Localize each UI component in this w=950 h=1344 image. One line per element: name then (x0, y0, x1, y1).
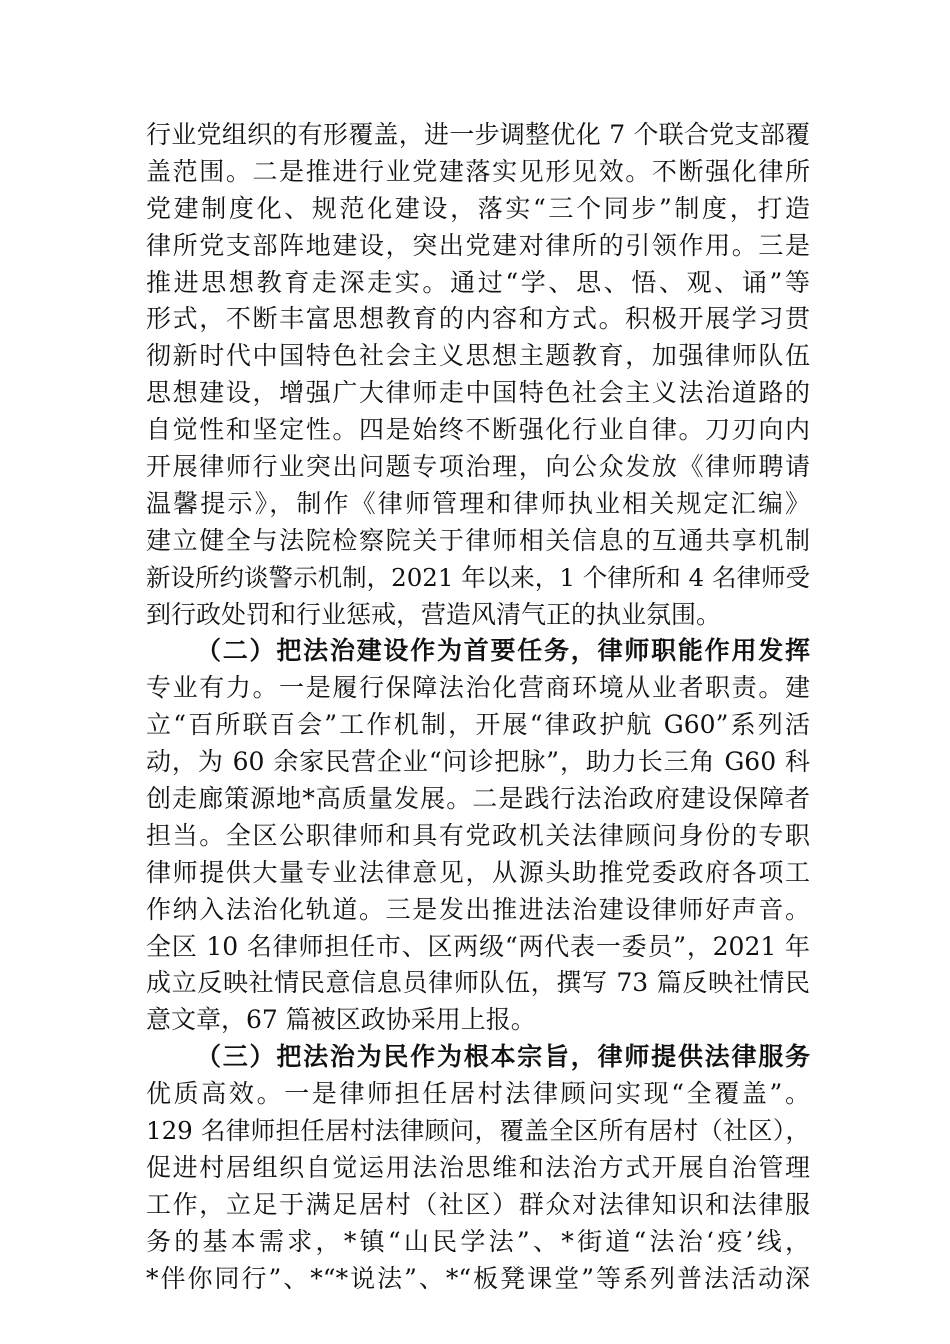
text-line: 温馨提示》，制作《律师管理和律师执业相关规定汇编》 (146, 488, 810, 518)
text-line: 彻新时代中国特色社会主义思想主题教育，加强律师队伍 (146, 341, 810, 371)
text-line: 开展律师行业突出问题专项治理，向公众发放《律师聘请 (146, 452, 810, 482)
text-line: 工作，立足于满足居村（社区）群众对法律知识和法律服 (146, 1189, 810, 1219)
text-line: 意文章，67 篇被区政协采用上报。 (146, 1005, 536, 1035)
text-line: 推进思想教育走深走实。通过“学、思、悟、观、诵”等 (146, 267, 810, 297)
text-line: 形式，不断丰富思想教育的内容和方式。积极开展学习贯 (146, 304, 810, 334)
paragraph (146, 1039, 810, 1297)
text-line: 务的基本需求，*镇“山民学法”、*街道“法治‘疫’线， (146, 1226, 810, 1256)
text-line: 盖范围。二是推进行业党建落实见形见效。不断强化律所 (146, 156, 810, 186)
text-line: 行业党组织的有形覆盖，进一步调整优化 7 个联合党支部覆 (146, 120, 810, 149)
text-line: 作纳入法治化轨道。三是发出推进法治建设律师好声音。 (146, 894, 810, 924)
text-line: 优质高效。一是律师担任居村法律顾问实现“全覆盖”。 (146, 1079, 810, 1109)
text-line: 担当。全区公职律师和具有党政机关法律顾问身份的专职 (146, 820, 810, 850)
body-text (146, 117, 810, 1298)
text-line: 党建制度化、规范化建设，落实“三个同步”制度，打造 (146, 193, 810, 223)
text-line: 立“百所联百会”工作机制，开展“律政护航 G60”系列活 (146, 710, 810, 740)
text-line: 律师提供大量专业法律意见，从源头助推党委政府各项工 (146, 857, 810, 887)
text-line: 思想建设，增强广大律师走中国特色社会主义法治道路的 (146, 378, 810, 408)
paragraph (146, 117, 810, 633)
section-heading-line: （二）把法治建设作为首要任务，律师职能作用发挥 (196, 636, 810, 666)
text-line: 促进村居组织自觉运用法治思维和法治方式开展自治管理 (146, 1152, 810, 1182)
text-line: 成立反映社情民意信息员律师队伍，撰写 73 篇反映社情民 (146, 968, 810, 998)
text-line: *伴你同行”、*“*说法”、*“板凳课堂”等系列普法活动深 (146, 1263, 810, 1293)
text-line: 律所党支部阵地建设，突出党建对律所的引领作用。三是 (146, 230, 810, 260)
text-line: 全区 10 名律师担任市、区两级“两代表一委员”，2021 年 (146, 931, 810, 961)
paragraph (146, 633, 810, 1039)
section-heading-line: （三）把法治为民作为根本宗旨，律师提供法律服务 (196, 1042, 810, 1072)
text-line: 建立健全与法院检察院关于律师相关信息的互通共享机制 (146, 525, 810, 555)
text-line: 专业有力。一是履行保障法治化营商环境从业者职责。建 (146, 673, 810, 703)
text-line: 新设所约谈警示机制，2021 年以来，1 个律所和 4 名律师受 (146, 562, 810, 592)
text-line: 动，为 60 余家民营企业“问诊把脉”，助力长三角 G60 科 (146, 747, 810, 777)
text-line: 创走廊策源地*高质量发展。二是践行法治政府建设保障者 (146, 784, 810, 814)
text-line: 到行政处罚和行业惩戒，营造风清气正的执业氛围。 (146, 599, 722, 629)
text-line: 自觉性和坚定性。四是始终不断强化行业自律。刀刃向内 (146, 415, 810, 445)
text-line: 129 名律师担任居村法律顾问，覆盖全区所有居村（社区）， (146, 1116, 810, 1146)
